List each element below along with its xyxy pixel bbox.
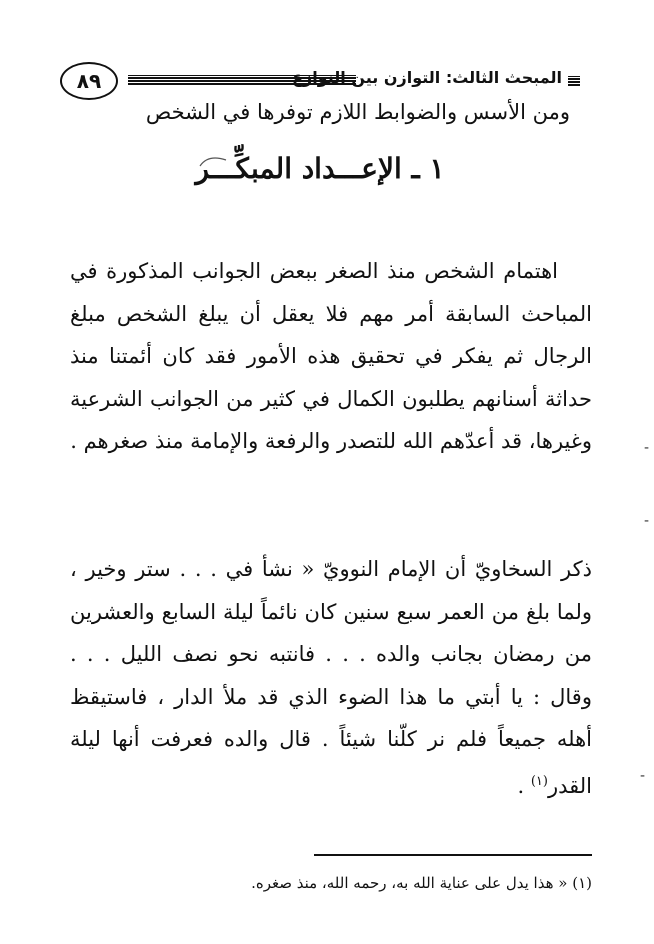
intro-line: ومن الأسس والضوابط اللازم توفرها في الشخص [145,100,570,124]
running-title: المبحث الثالث: التوازن بين النوازع [292,68,562,87]
section-title: ١ ـ الإعـــداد المبكِّـــر [195,152,445,185]
page-header [60,62,580,102]
title-swash-icon [198,152,228,172]
margin-mark-icon: - [644,440,650,456]
paragraph-2-end: . [517,773,531,798]
page-number: ٨٩ [60,62,118,100]
paragraph-2-text: ذكر السخاويّ أن الإمام النوويّ « نشأ في . . . ستر وخير ، ولما بلغ من العمر سبع سنين كان نائماً ليلة السابع والعشرين من رمضان بجانب والده . . . فانتبه نحو نصف الليل . . . وقال : يا أبتي ما هذا الضوء الذي قد ملأ الدار ، فاستيقظ أهله جميعاً فلم نر كلّنا شيئاً . قال والده فعرفت أنها ليلة القدر [70,557,592,798]
margin-mark-icon: - [644,513,650,529]
margin-mark-icon: - [640,768,646,784]
footnote-reference: (١) [530,773,548,789]
paragraph-2 [70,548,592,807]
footnote-rule [314,854,592,856]
paragraph-1: اهتمام الشخص منذ الصغر ببعض الجوانب المذكورة في المباحث السابقة أمر مهم فلا يعقل أن يبلغ الشخص مبلغ الرجال ثم يفكر في تحقيق هذه الأمور فقد كان أئمتنا منذ حداثة أسنانهم يطلبون الكمال في كثير من الجوانب الشرعية وغيرها، قد أعدّهم الله للتصدر والرفعة والإمامة منذ صغرهم . [70,259,592,453]
header-ornament-icon [568,76,580,86]
footnote: (١) « هذا يدل على عناية الله به، رحمه الله، منذ صغره. [251,874,592,892]
